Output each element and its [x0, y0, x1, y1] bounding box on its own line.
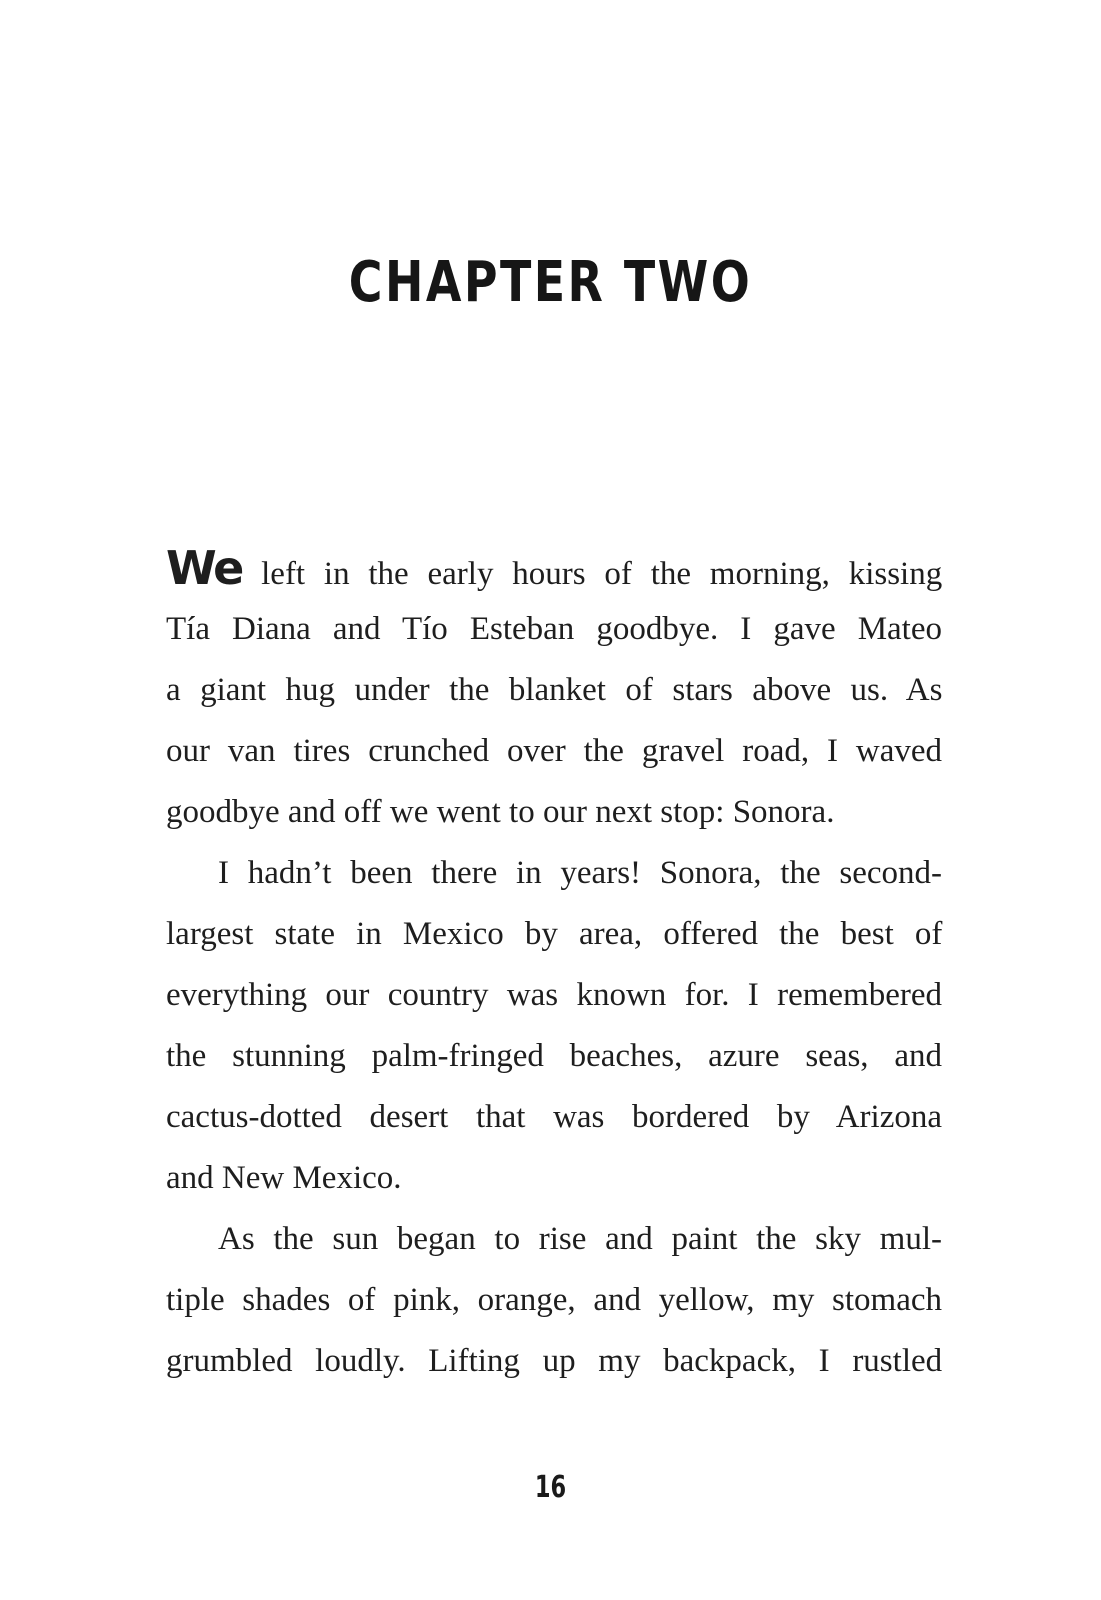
- text-line: We left in the early hours of the morning, kissing: [166, 541, 943, 595]
- text-line: the stunning palm-fringed beaches, azure seas, and: [166, 1038, 942, 1074]
- text-line: As the sun began to rise and paint the sky mul-: [218, 1221, 942, 1257]
- page-number: 16: [534, 1470, 567, 1505]
- body-text: [166, 538, 942, 1392]
- text-line: and New Mexico.: [166, 1160, 402, 1196]
- text-line: largest state in Mexico by area, offered the best of: [166, 916, 943, 952]
- drop-initial: We: [166, 541, 243, 595]
- text-line: I hadn’t been there in years! Sonora, the second-: [218, 855, 942, 891]
- text-line: a giant hug under the blanket of stars above us. As: [166, 672, 943, 708]
- text-line: everything our country was known for. I remembered: [166, 977, 942, 1013]
- text-line: tiple shades of pink, orange, and yellow, my stomach: [166, 1282, 942, 1318]
- text-line: cactus-dotted desert that was bordered by Arizona: [166, 1099, 942, 1135]
- text-line: Tía Diana and Tío Esteban goodbye. I gave Mateo: [166, 611, 942, 647]
- text-line: our van tires crunched over the gravel road, I waved: [166, 733, 943, 769]
- text-line: goodbye and off we went to our next stop: Sonora.: [166, 794, 835, 830]
- chapter-title: CHAPTER TWO: [348, 250, 753, 315]
- text-line: grumbled loudly. Lifting up my backpack, I rustled: [166, 1343, 943, 1379]
